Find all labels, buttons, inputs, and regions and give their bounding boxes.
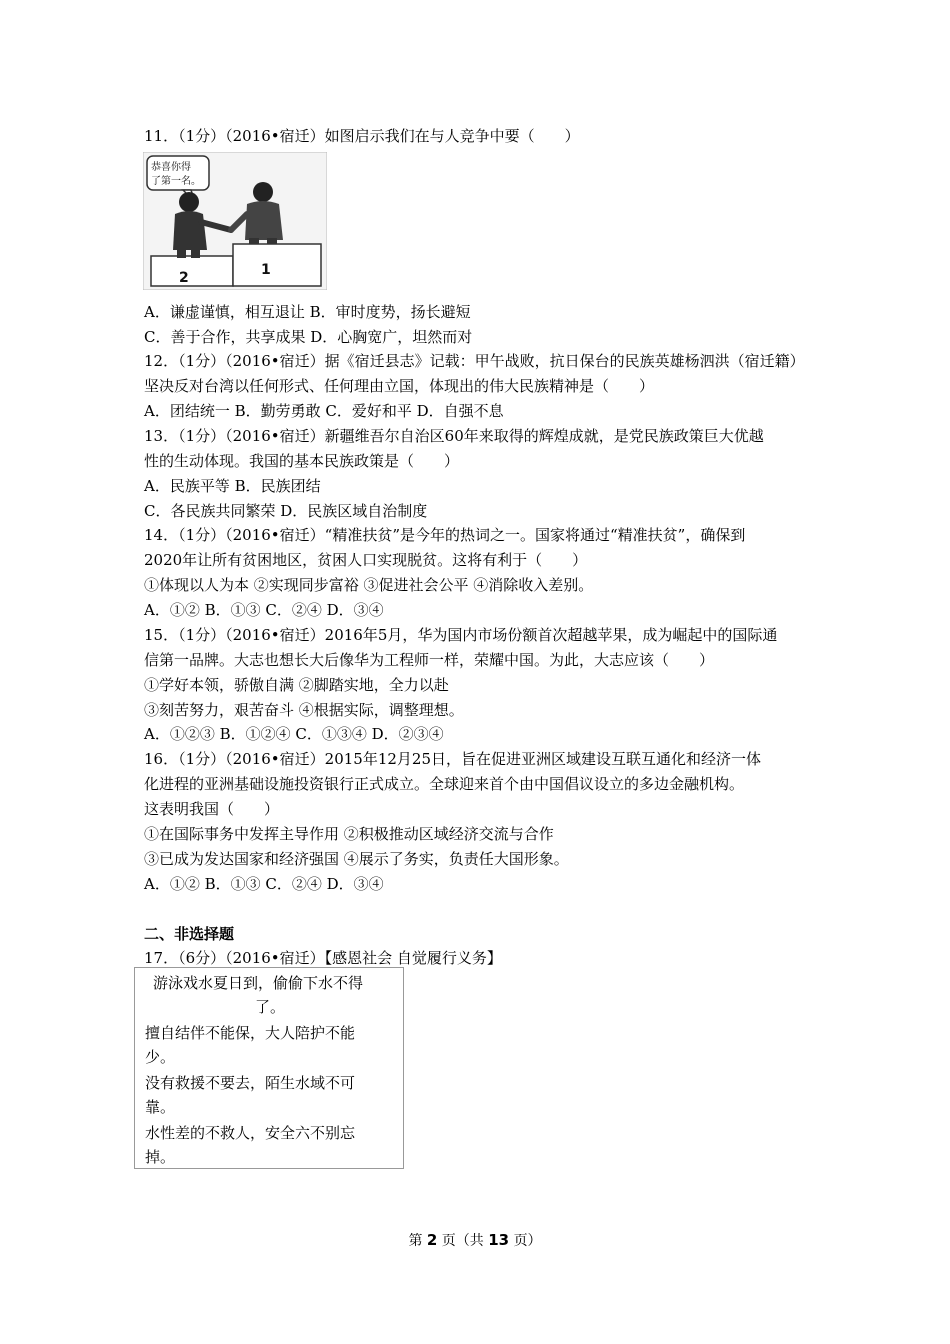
q15-stem-line-1: 15．（1分）（2016•宿迁）2016年5月，华为国内市场份额首次超越苹果，成为崛起中的国际通	[144, 626, 778, 644]
poem-line: 游泳戏水夏日到，偷偷下水不得	[153, 974, 364, 992]
q16-stem-line-1: 16．（1分）（2016•宿迁）2015年12月25日，旨在促进亚洲区域建设互联互通化和经济一体	[144, 750, 762, 768]
poem-line: 擅自结伴不能保，大人陪护不能	[145, 1024, 356, 1042]
q16-stem-line-3: 这表明我国（ ）	[144, 800, 280, 818]
q15-items-line-2: ③刻苦努力，艰苦奋斗 ④根据实际，调整理想。	[144, 701, 464, 719]
poem-line: 靠。	[145, 1098, 176, 1116]
footer-suffix: 页）	[513, 1233, 542, 1249]
q12-stem-line-2: 坚决反对台湾以任何形式、任何理由立国，体现出的伟大民族精神是（ ）	[144, 377, 655, 395]
speech-bubble-text-1: 恭喜你得	[151, 162, 191, 173]
q13-options-line-1: A．民族平等 B．民族团结	[144, 477, 321, 495]
poem-box	[134, 967, 404, 1169]
poem-line: 水性差的不救人，安全六不别忘	[145, 1124, 356, 1142]
q12-options: A．团结统一 B．勤劳勇敢 C．爱好和平 D．自强不息	[144, 402, 504, 420]
footer-total-pages: 13	[488, 1231, 510, 1249]
q13-stem-line-1: 13．（1分）（2016•宿迁）新疆维吾尔自治区60年来取得的辉煌成就，是党民族政策巨大优越	[144, 427, 764, 445]
footer-prefix: 第	[408, 1233, 423, 1249]
q12-stem-line-1: 12．（1分）（2016•宿迁）据《宿迁县志》记载：甲午战败，抗日保台的民族英雄杨泗洪（宿迁籍）	[144, 352, 805, 370]
q14-options: A．①② B．①③ C．②④ D．③④	[144, 601, 384, 619]
q14-stem-line-1: 14．（1分）（2016•宿迁）“精准扶贫”是今年的热词之一。国家将通过“精准扶贫”，确保到	[144, 526, 746, 544]
speech-bubble-text-2: 了第一名。	[151, 176, 201, 187]
q16-options: A．①② B．①③ C．②④ D．③④	[144, 875, 384, 893]
cartoon-figure	[143, 152, 327, 290]
q16-stem-line-2: 化进程的亚洲基础设施投资银行正式成立。全球迎来首个由中国倡议设立的多边金融机构。	[144, 775, 745, 793]
q17-stem: 17．（6分）（2016•宿迁）【感恩社会 自觉履行义务】	[144, 949, 502, 967]
q13-stem-line-2: 性的生动体现。我国的基本民族政策是（ ）	[144, 452, 460, 470]
footer-mid: 页（共	[441, 1233, 484, 1249]
poem-line: 少。	[145, 1048, 176, 1066]
poem-line: 没有救援不要去，陌生水域不可	[145, 1074, 356, 1092]
q15-options: A．①②③ B．①②④ C．①③④ D．②③④	[144, 725, 444, 743]
footer-page-number: 2	[426, 1231, 438, 1249]
q16-items-line-1: ①在国际事务中发挥主导作用 ②积极推动区域经济交流与合作	[144, 825, 554, 843]
q11-options-line-1: A．谦虚谨慎，相互退让 B．审时度势，扬长避短	[144, 303, 471, 321]
q16-items-line-2: ③已成为发达国家和经济强国 ④展示了务实，负责任大国形象。	[144, 850, 569, 868]
q13-options-line-2: C．各民族共同繁荣 D．民族区域自治制度	[144, 502, 428, 520]
q11-stem: 11．（1分）（2016•宿迁）如图启示我们在与人竞争中要（ ）	[144, 127, 580, 145]
q14-stem-line-2: 2020年让所有贫困地区，贫困人口实现脱贫。这将有利于（ ）	[144, 551, 588, 569]
q15-stem-line-2: 信第一品牌。大志也想长大后像华为工程师一样，荣耀中国。为此，大志应该（ ）	[144, 651, 715, 669]
page-footer	[0, 1230, 950, 1251]
q11-options-line-2: C．善于合作，共享成果 D．心胸宽广，坦然而对	[144, 328, 473, 346]
podium-number-1: 1	[261, 262, 271, 278]
q15-items-line-1: ①学好本领，骄傲自满 ②脚踏实地，全力以赴	[144, 676, 449, 694]
q14-items: ①体现以人为本 ②实现同步富裕 ③促进社会公平 ④消除收入差别。	[144, 576, 594, 594]
section-heading: 二、非选择题	[144, 925, 235, 943]
poem-line: 了。	[255, 998, 286, 1016]
poem-line: 掉。	[145, 1148, 176, 1166]
podium-number-2: 2	[179, 270, 189, 286]
